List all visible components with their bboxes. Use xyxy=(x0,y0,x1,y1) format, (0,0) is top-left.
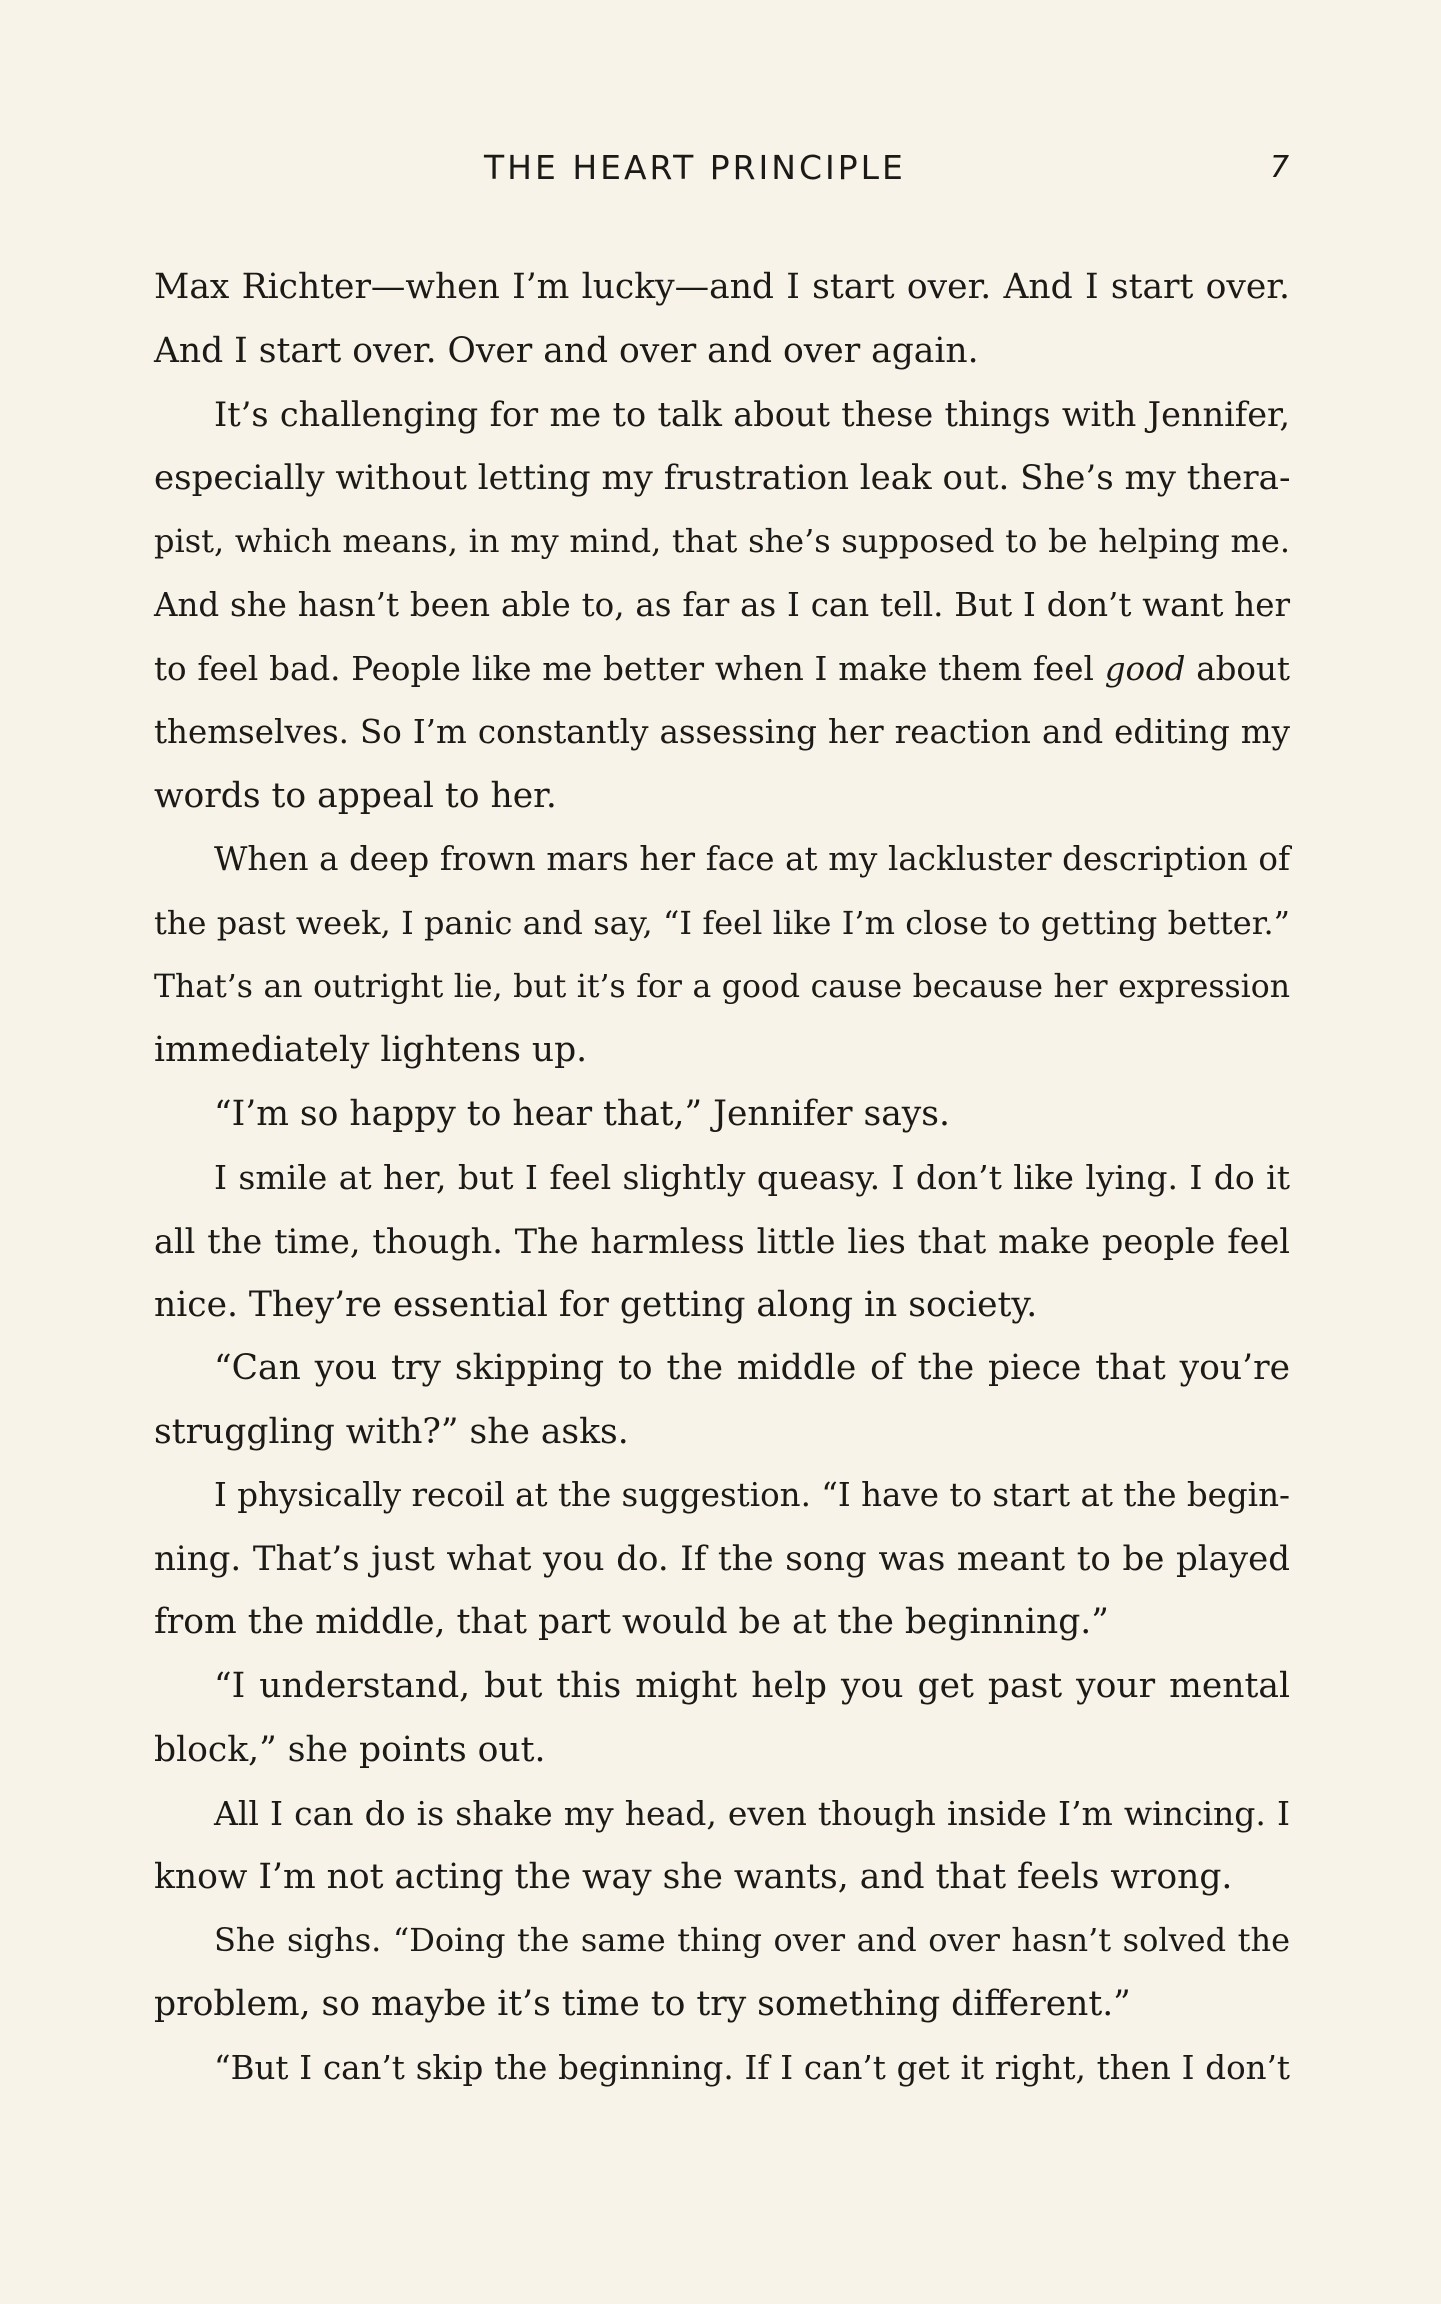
text-line: All I can do is shake my head, even though inside I’m wincing. I xyxy=(214,1794,1290,1834)
text-line: She sighs. “Doing the same thing over and over hasn’t solved the xyxy=(214,1921,1290,1960)
text-line: And I start over. Over and over and over again. xyxy=(154,330,979,371)
text-line: It’s challenging for me to talk about these things with Jennifer, xyxy=(214,395,1290,435)
text-line: problem, so maybe it’s time to try something different.” xyxy=(154,1984,1131,2025)
text-line xyxy=(154,638,1290,702)
body-text xyxy=(154,256,1290,2100)
text-line: “Can you try skipping to the middle of the piece that you’re xyxy=(214,1348,1290,1389)
text-line: And she hasn’t been able to, as far as I can tell. But I don’t want her xyxy=(154,585,1290,624)
page-number: 7 xyxy=(1270,150,1290,185)
text-line: That’s an outright lie, but it’s for a good cause because her expression xyxy=(154,968,1290,1005)
text-line: immediately lightens up. xyxy=(154,1030,588,1071)
text-line: especially without letting my frustration leak out. She’s my thera- xyxy=(154,457,1291,498)
text-line: When a deep frown mars her face at my lackluster description of xyxy=(214,840,1290,879)
text-line: themselves. So I’m constantly assessing her reaction and editing my xyxy=(154,713,1290,752)
text-line: ning. That’s just what you do. If the song was meant to be played xyxy=(154,1538,1290,1579)
text-line: block,” she points out. xyxy=(154,1729,546,1770)
text-line: from the middle, that part would be at the beginning.” xyxy=(154,1602,1109,1643)
text-line: I physically recoil at the suggestion. “I have to start at the begin- xyxy=(214,1476,1290,1515)
emphasized-word: good xyxy=(1104,649,1186,688)
text-line: words to appeal to her. xyxy=(154,775,557,816)
text-line: “But I can’t skip the beginning. If I can’t get it right, then I don’t xyxy=(214,2048,1290,2087)
text-line: know I’m not acting the way she wants, and that feels wrong. xyxy=(154,1856,1233,1897)
text-segment: about xyxy=(1185,649,1290,688)
text-line: “I understand, but this might help you get past your mental xyxy=(214,1666,1290,1707)
text-line: struggling with?” she asks. xyxy=(154,1411,629,1452)
text-line: nice. They’re essential for getting along in society. xyxy=(154,1284,1038,1325)
text-segment: to feel bad. People like me better when I make them feel xyxy=(154,649,1105,688)
text-line: Max Richter—when I’m lucky—and I start over. And I start over. xyxy=(154,267,1290,307)
text-line: all the time, though. The harmless little lies that make people feel xyxy=(154,1221,1290,1261)
running-head: THE HEART PRINCIPLE xyxy=(484,148,906,187)
text-line: pist, which means, in my mind, that she’s supposed to be helping me. xyxy=(154,522,1290,561)
text-line: the past week, I panic and say, “I feel like I’m close to getting better.” xyxy=(154,903,1290,942)
text-line: I smile at her, but I feel slightly queasy. I don’t like lying. I do it xyxy=(214,1158,1290,1198)
text-line: “I’m so happy to hear that,” Jennifer says. xyxy=(214,1093,950,1134)
